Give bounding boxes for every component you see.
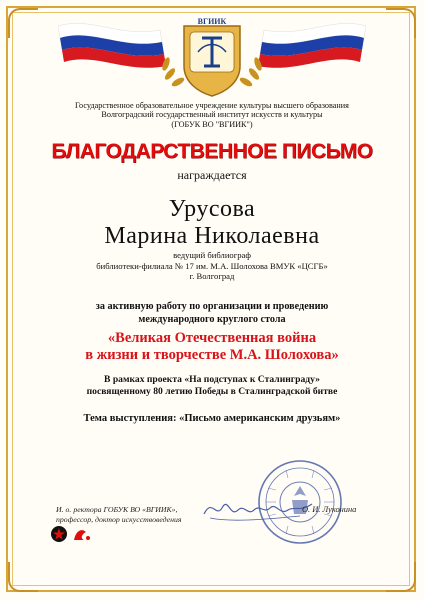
signer-name: О. И. Луконина xyxy=(302,505,357,514)
project-line: В рамках проекта «На подступах к Сталинграду» xyxy=(104,374,320,385)
signer-line: И. о. ректора ГОБУК ВО «ВГИИК», xyxy=(56,505,178,514)
corner-ornament xyxy=(8,8,38,38)
recipient-position xyxy=(0,250,424,282)
award-reason xyxy=(0,300,424,326)
presentation-topic: Тема выступления: «Письмо американским друзьям» xyxy=(83,413,341,424)
event-line: «Великая Отечественная война xyxy=(107,330,317,346)
event-title xyxy=(0,330,424,364)
project-info xyxy=(0,374,424,398)
header-emblem xyxy=(50,8,374,100)
russian-flag-left-icon xyxy=(58,23,166,67)
award-line: за активную работу по организации и проведению xyxy=(95,301,329,312)
russian-flag-right-icon xyxy=(258,23,366,67)
certificate-subtitle: награждается xyxy=(177,168,247,182)
institution-line: (ГОБУК ВО "ВГИИК") xyxy=(171,119,253,129)
certificate-title: БЛАГОДАРСТВЕННОЕ ПИСЬМО xyxy=(51,140,373,163)
recipient-first-names: Марина Николаевна xyxy=(104,223,320,249)
partner-logos xyxy=(50,524,110,544)
signer-title xyxy=(56,505,206,524)
corner-ornament xyxy=(386,562,416,592)
project-line: посвященному 80 летию Победы в Сталинградской битве xyxy=(86,386,338,397)
recipient-city: г. Волгоград xyxy=(189,271,235,281)
recipient-role: ведущий библиограф xyxy=(173,250,251,260)
corner-ornament xyxy=(386,8,416,38)
institution-block xyxy=(0,101,424,129)
recipient-workplace: библиотеки-филиала № 17 им. М.А. Шолохова ВМУК «ЦСГБ» xyxy=(96,260,328,271)
event-line: в жизни и творчестве М.А. Шолохова» xyxy=(85,347,339,363)
logo-text: ВГИИК xyxy=(197,17,227,26)
recipient-name xyxy=(0,196,424,250)
institution-line: Государственное образовательное учреждение культуры высшего образования xyxy=(75,101,349,110)
recipient-last-name: Урусова xyxy=(168,196,256,222)
corner-ornament xyxy=(8,562,38,592)
red-logo-icon xyxy=(74,530,90,540)
institution-line: Волгоградский государственный институт искусств и культуры xyxy=(101,110,323,120)
star-logo-icon xyxy=(51,526,67,542)
signer-line: профессор, доктор искусствоведения xyxy=(56,514,182,524)
award-line: международного круглого стола xyxy=(138,314,286,325)
